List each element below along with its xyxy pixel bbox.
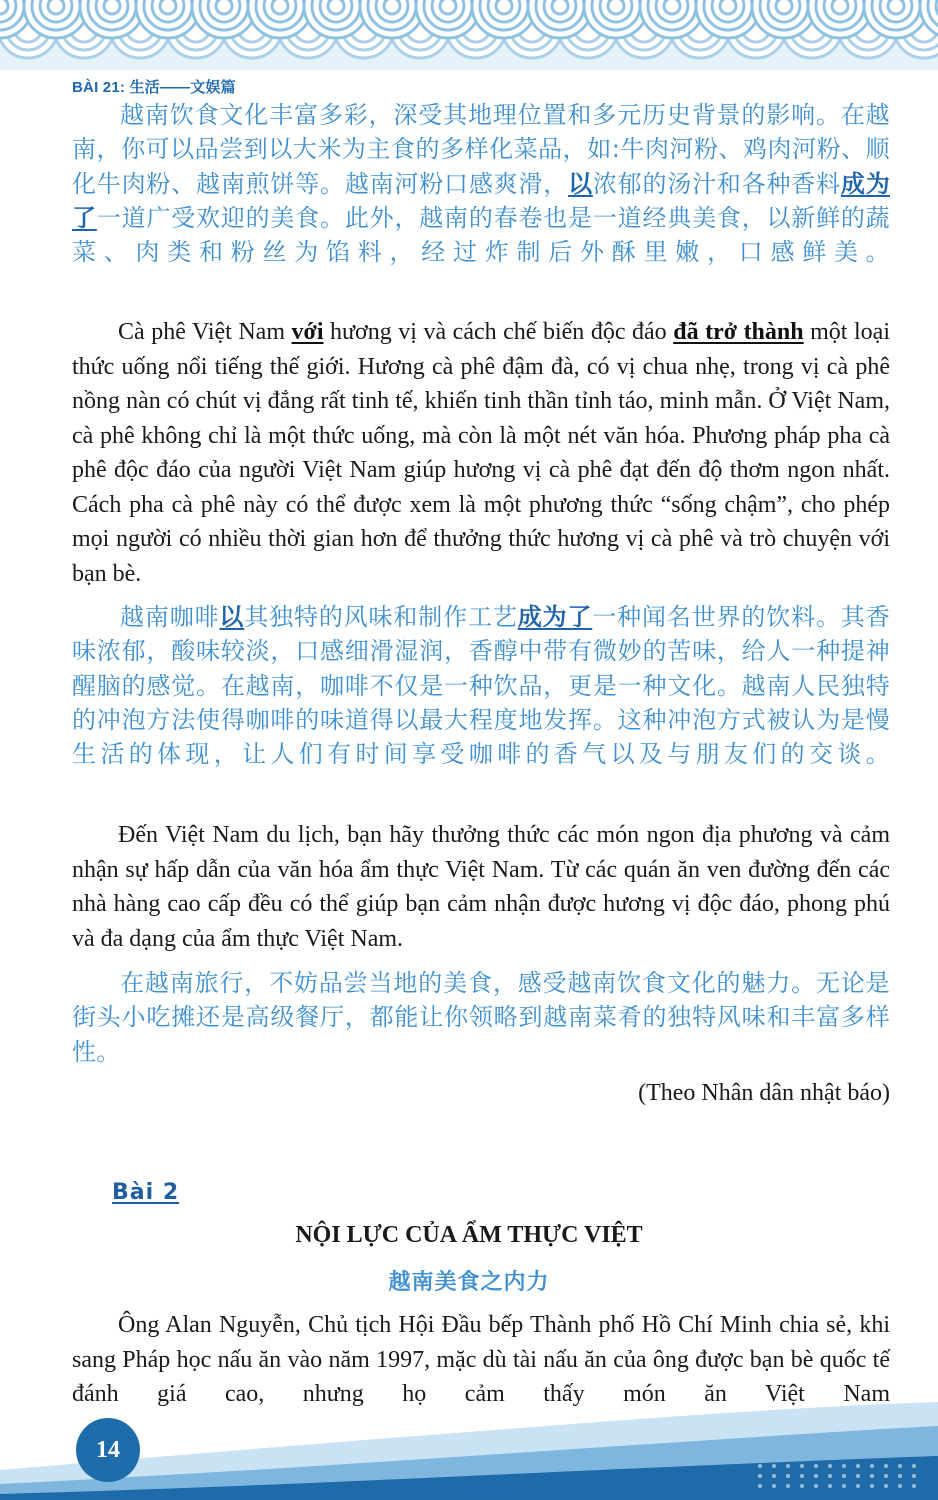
wave-dot <box>856 1484 860 1488</box>
paragraph-zh-food <box>72 98 890 269</box>
wave-dot <box>856 1464 860 1468</box>
highlight-grammar: 成为了 <box>517 603 593 631</box>
wave-scallop <box>384 0 400 14</box>
wave-dot <box>786 1474 790 1478</box>
wave-scallop <box>832 0 848 14</box>
highlight-grammar: 以 <box>568 169 593 198</box>
highlight-grammar: với <box>291 319 324 345</box>
text-segment: 越南饮食文化丰富多彩，深受其地理位置和多元历史背景的影响。在越南，你可以品尝到以大米为主食的多样化菜品，如:牛肉河粉、鸡肉河粉、顺化牛肉粉、越南煎饼等。越南河粉口感爽滑， <box>72 101 890 198</box>
lesson-2-body: Ông Alan Nguyễn, Chủ tịch Hội Đầu bếp Thành phố Hồ Chí Minh chia sẻ, khi sang Pháp học nấu ăn vào năm 1997, mặc dù tài nấu ăn của ông được bạn bè quốc tế đánh giá cao, nhưng họ cảm thấy món ăn Việt Nam <box>72 1312 890 1407</box>
page-number-badge: 14 <box>76 1418 140 1482</box>
bottom-wave-border <box>0 1400 938 1500</box>
wave-dot <box>898 1484 902 1488</box>
lesson-2-label: Bài 2 <box>112 1180 180 1205</box>
wave-dot <box>772 1484 776 1488</box>
wave-dot <box>856 1474 860 1478</box>
wave-scallop <box>272 0 288 14</box>
wave-dot <box>898 1464 902 1468</box>
text-segment: 其独特的风味和制作工艺 <box>244 603 518 631</box>
wave-scallop <box>104 0 120 14</box>
wave-scallop <box>0 0 8 14</box>
lesson-2-title-vi: NỘI LỰC CỦA ẨM THỰC VIỆT <box>295 1222 643 1248</box>
lesson-header-label: BÀI 21: 生活——文娱篇 <box>72 79 236 96</box>
wave-dot <box>814 1484 818 1488</box>
text-segment: 浓郁的汤汁和各种香料 <box>592 169 841 198</box>
wave-dot <box>912 1474 916 1478</box>
wave-scallop <box>888 0 904 14</box>
wave-scallop <box>552 0 568 14</box>
wave-dot <box>842 1474 846 1478</box>
wave-dot <box>814 1474 818 1478</box>
wave-dot <box>758 1484 762 1488</box>
highlight-grammar: 成为了 <box>72 169 891 232</box>
wave-dot <box>758 1464 762 1468</box>
wave-dot <box>800 1474 804 1478</box>
wave-scallop <box>664 0 680 14</box>
wave-dot <box>842 1464 846 1468</box>
paragraph-vi-travel: Đến Việt Nam du lịch, bạn hãy thưởng thức các món ngon địa phương và cảm nhận sự hấp dẫn của văn hóa ẩm thực Việt Nam. Từ các quán ăn ven đường đến các nhà hàng cao cấp đều có thể giúp bạn cảm nhận được hương vị độc đáo, phong phú và đa dạng của ẩm thực Việt Nam. <box>72 822 890 952</box>
wave-dot <box>912 1484 916 1488</box>
text-segment: 一道广受欢迎的美食。此外，越南的春卷也是一道经典美食，以新鲜的蔬菜、肉类和粉丝为馅料，经过炸制后外酥里嫩，口感鲜美。 <box>72 203 890 267</box>
wave-dot <box>800 1484 804 1488</box>
wave-dot <box>814 1464 818 1468</box>
highlight-grammar: 以 <box>219 603 245 631</box>
lesson-2-title-zh: 越南美食之内力 <box>388 1270 550 1295</box>
wave-dot <box>800 1464 804 1468</box>
wave-dot <box>884 1474 888 1478</box>
wave-dot <box>884 1484 888 1488</box>
wave-scallop <box>440 0 456 14</box>
wave-scallop <box>776 0 792 14</box>
source-citation: (Theo Nhân dân nhật báo) <box>638 1080 890 1106</box>
wave-dot <box>828 1464 832 1468</box>
wave-dot <box>758 1474 762 1478</box>
text-segment: 一种闻名世界的饮料。其香味浓郁，酸味较淡，口感细滑湿润，香醇中带有微妙的苦味，给人一种提神醒脑的感觉。在越南，咖啡不仅是一种饮品，更是一种文化。越南人民独特的冲泡方法使得咖啡的味道得以最大程度地发挥。这种冲泡方式被认为是慢生活的体现，让人们有时间享受咖啡的香气以及与朋友们的交谈。 <box>72 603 890 769</box>
paragraph-zh-coffee <box>72 600 890 771</box>
wave-dot <box>828 1474 832 1478</box>
paragraph-zh-travel: 在越南旅行，不妨品尝当地的美食，感受越南饮食文化的魅力。无论是街头小吃摊还是高级餐厅，都能让你领略到越南菜肴的独特风味和丰富多样性。 <box>72 969 890 1066</box>
wave-scallop <box>160 0 176 14</box>
wave-dot <box>828 1484 832 1488</box>
text-segment: hương vị và cách chế biến độc đáo <box>323 319 674 345</box>
wave-scallop <box>608 0 624 14</box>
text-segment: 越南咖啡 <box>120 603 220 631</box>
text-segment: một loại thức uống nổi tiếng thế giới. Hương cà phê đậm đà, có vị chua nhẹ, trong vị cà phê nồng nàn có chút vị đắng rất tinh tế, khiến tinh thần tỉnh táo, minh mẫn. Ở Việt Nam, cà phê không chỉ là một thức uống, mà còn là một nét văn hóa. Phương pháp pha cà phê độc đáo của người Việt Nam giúp hương vị cà phê đạt đến độ thơm ngon nhất. Cách pha cà phê này có thể được xem là một phương thức “sống chậm”, cho phép mọi người có nhiều thời gian hơn để thưởng thức hương vị cà phê và trò chuyện với bạn bè. <box>72 319 890 587</box>
wave-dot <box>898 1474 902 1478</box>
wave-dot <box>772 1474 776 1478</box>
wave-dot <box>884 1464 888 1468</box>
wave-dot <box>870 1474 874 1478</box>
highlight-grammar: đã trở thành <box>673 319 804 345</box>
wave-dot <box>786 1484 790 1488</box>
wave-scallop <box>496 0 512 14</box>
wave-scallop <box>720 0 736 14</box>
wave-dot <box>842 1484 846 1488</box>
wave-dot <box>772 1464 776 1468</box>
wave-dot <box>786 1464 790 1468</box>
wave-dot <box>870 1464 874 1468</box>
wave-scallop <box>48 0 64 14</box>
top-wave-border <box>0 0 938 70</box>
wave-dot <box>912 1464 916 1468</box>
wave-scallop <box>216 0 232 14</box>
wave-dot <box>870 1484 874 1488</box>
text-segment: Cà phê Việt Nam <box>118 319 292 345</box>
wave-scallop <box>328 0 344 14</box>
paragraph-vi-coffee <box>72 315 890 591</box>
